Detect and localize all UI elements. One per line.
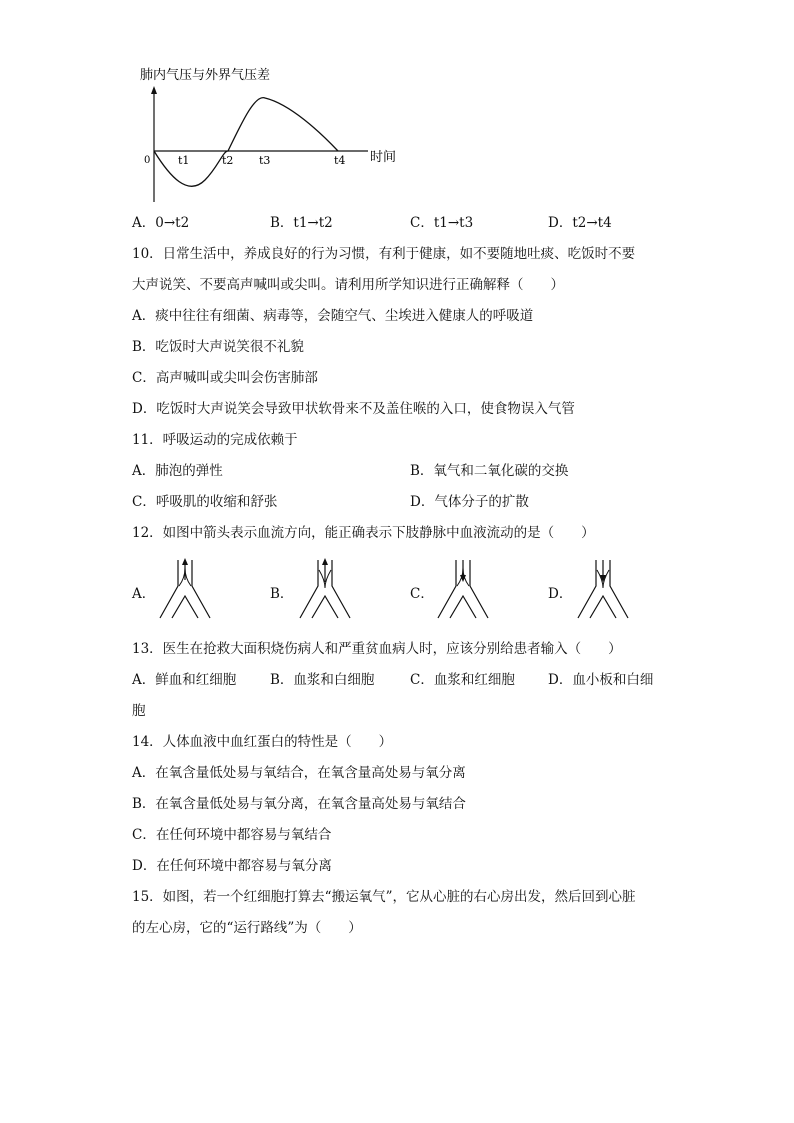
q10-stem-line1: 10．日常生活中，养成良好的行为习惯，有利于健康，如不要随地吐痰、吃饭时不要 <box>132 246 636 262</box>
q11-option-b: B．氧气和二氧化碳的交换 <box>410 463 569 479</box>
q13-option-d-continued: 胞 <box>132 703 146 719</box>
graph-tick-t2: t2 <box>222 154 234 167</box>
graph-ylabel: 肺内气压与外界气压差 <box>140 68 271 83</box>
graph-tick-t4: t4 <box>334 154 346 167</box>
q14-stem: 14．人体血液中血红蛋白的特性是（ ） <box>132 734 393 750</box>
q11-option-d: D．气体分子的扩散 <box>410 494 529 510</box>
q11-option-a: A．肺泡的弹性 <box>132 463 223 479</box>
q10-option-b: B．吃饭时大声说笑很不礼貌 <box>132 339 304 355</box>
graph-xlabel: 时间 <box>370 150 397 165</box>
q15-stem-line2: 的左心房，它的“运行路线”为（ ） <box>132 920 362 936</box>
graph-y-arrow <box>151 86 157 94</box>
q10-option-d: D．吃饭时大声说笑会导致甲状软骨来不及盖住喉的入口，使食物误入气管 <box>132 401 575 417</box>
q14-option-a: A．在氧含量低处易与氧结合，在氧含量高处易与氧分离 <box>132 765 466 781</box>
q12-option-b-label: B． <box>270 586 294 602</box>
q14-option-c: C．在任何环境中都容易与氧结合 <box>132 827 332 843</box>
q9-option-d: D．t2→t4 <box>548 215 612 231</box>
q12-option-a-vessel-diagram <box>150 556 220 626</box>
q13-option-c: C．血浆和红细胞 <box>410 672 515 688</box>
graph-curve <box>154 98 338 187</box>
q10-stem-line2: 大声说笑、不要高声喊叫或尖叫。请利用所学知识进行正确解释（ ） <box>132 277 564 293</box>
q12-option-c-vessel-diagram <box>428 556 498 626</box>
graph-origin: 0 <box>144 155 151 166</box>
q12-option-c-label: C． <box>410 586 434 602</box>
q13-option-a: A．鲜血和红细胞 <box>132 672 237 688</box>
q14-option-b: B．在氧含量低处易与氧分离，在氧含量高处易与氧结合 <box>132 796 466 812</box>
q15-stem-line1: 15．如图，若一个红细胞打算去“搬运氧气”，它从心脏的右心房出发，然后回到心脏 <box>132 889 636 905</box>
q14-option-d: D．在任何环境中都容易与氧分离 <box>132 858 332 874</box>
graph-tick-t1: t1 <box>178 154 190 167</box>
q9-option-a: A．0→t2 <box>132 215 190 231</box>
q9-option-b: B．t1→t2 <box>270 215 333 231</box>
q11-option-c: C．呼吸肌的收缩和舒张 <box>132 494 278 510</box>
graph-tick-t3: t3 <box>259 154 271 167</box>
q9-option-c: C．t1→t3 <box>410 215 474 231</box>
q13-option-d: D．血小板和白细 <box>548 672 654 688</box>
q12-stem: 12．如图中箭头表示血流方向，能正确表示下肢静脉中血液流动的是（ ） <box>132 525 595 541</box>
q11-stem: 11．呼吸运动的完成依赖于 <box>132 432 298 448</box>
q12-option-b-vessel-diagram <box>290 556 360 626</box>
q13-option-b: B．血浆和白细胞 <box>270 672 375 688</box>
q12-option-d-vessel-diagram <box>568 556 638 626</box>
q12-option-d-label: D． <box>548 586 573 602</box>
q10-option-a: A．痰中往往有细菌、病毒等，会随空气、尘埃进入健康人的呼吸道 <box>132 308 534 324</box>
q12-option-a-label: A． <box>132 586 156 602</box>
q10-option-c: C．高声喊叫或尖叫会伤害肺部 <box>132 370 318 386</box>
q13-stem: 13．医生在抢救大面积烧伤病人和严重贫血病人时，应该分别给患者输入（ ） <box>132 641 622 657</box>
pressure-difference-graph <box>130 62 410 212</box>
